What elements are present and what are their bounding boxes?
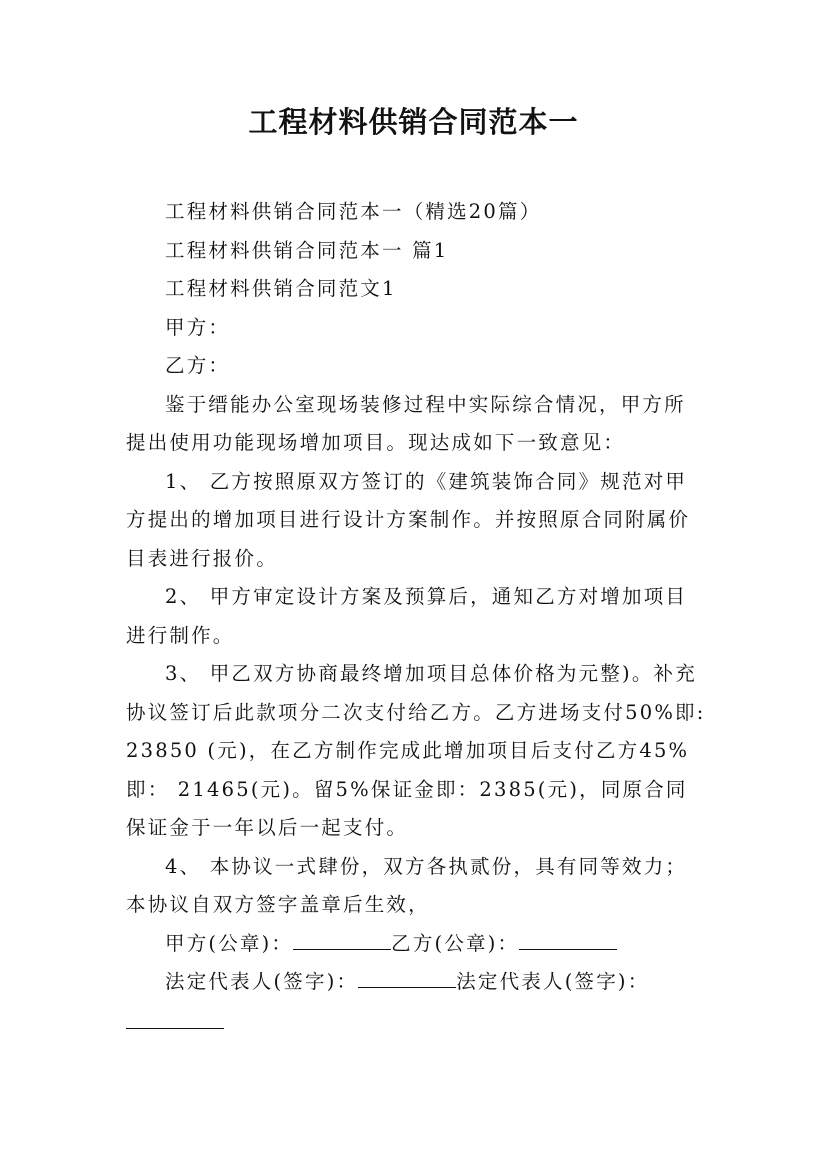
clause-1-paragraph: 1、 乙方按照原双方签订的《建筑装饰合同》规范对甲方提出的增加项目进行设计方案制作。并按照原合同附属价目表进行报价。 <box>126 469 691 570</box>
party-b-label: 乙方： <box>165 354 231 377</box>
template-heading: 工程材料供销合同范文1 <box>165 277 397 300</box>
seal-signature-line <box>126 925 706 964</box>
party-a-seal-label: 甲方(公章)： <box>165 931 294 955</box>
clause-3-paragraph: 3、 甲乙双方协商最终增加项目总体价格为元整)。补充协议签订后此款项分二次支付给乙方。乙方进场支付50%即:23850 (元)，在乙方制作完成此增加项目后支付乙方45%即： 21465(元)。留5%保证金即：2385(元)，同原合同保证金于一年以后一起支付。 <box>126 662 706 839</box>
legal-rep-b-blank <box>126 1002 224 1029</box>
subtitle-line: 工程材料供销合同范本一（精选20篇） <box>165 200 542 223</box>
party-b-seal-label: 乙方(公章)： <box>391 931 520 955</box>
section-heading: 工程材料供销合同范本一 篇1 <box>165 238 449 262</box>
preamble-paragraph: 鉴于缙能办公室现场装修过程中实际综合情况，甲方所提出使用功能现场增加项目。现达成如下一致意见： <box>126 392 686 454</box>
legal-rep-a-blank <box>358 985 456 988</box>
document-title: 工程材料供销合同范本一 <box>248 105 579 139</box>
party-a-seal-blank <box>293 947 391 950</box>
legal-rep-b-label: 法定代表人(签字)： <box>456 970 650 993</box>
clause-2-paragraph: 2、 甲方审定设计方案及预算后，通知乙方对增加项目进行制作。 <box>126 585 688 647</box>
document-body <box>126 193 706 1029</box>
party-b-seal-blank <box>519 947 617 950</box>
party-a-label: 甲方： <box>165 315 231 339</box>
legal-rep-signature-line <box>126 963 706 1002</box>
clause-4-paragraph: 4、 本协议一式肆份，双方各执贰份，具有同等效力；本协议自双方签字盖章后生效， <box>126 854 688 916</box>
legal-rep-a-label: 法定代表人(签字)： <box>165 970 359 993</box>
